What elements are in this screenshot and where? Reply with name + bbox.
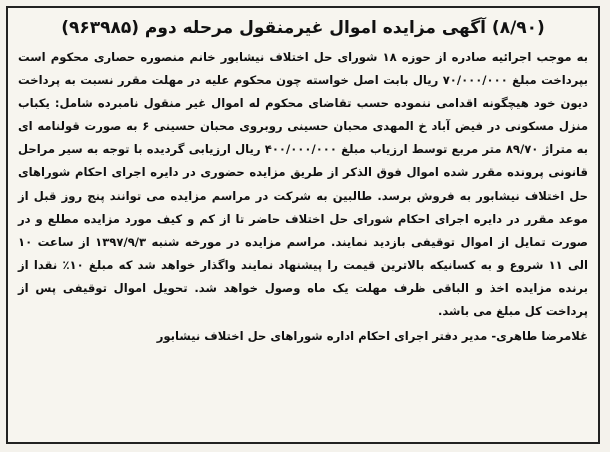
notice-signature: غلامرضا طاهری- مدیر دفتر اجرای احکام اداره شوراهای حل اختلاف نیشابور	[156, 329, 588, 344]
notice-body: به موجب اجرائیه صادره از حوزه ۱۸ شورای حل اختلاف نیشابور خانم منصوره حصاری محکوم است بپرداخت مبلغ ۷۰/۰۰۰/۰۰۰ ریال بابت اصل خواسته چون محکوم علیه در مهلت مقرر نسبت به پرداخت دیون خود هیچگونه اقدامی ننموده حسب تقاضای محکوم له اموال غیر منقول نامبرده شامل: یکباب منزل مسکونی در فیض آباد خ المهدی محبان حسینی روبروی محبان حسینی ۶ به صورت قولنامه ای به متراژ ۸۹/۷۰ متر مربع توسط ارزیاب مبلغ ۴۰۰/۰۰۰/۰۰۰ ریال ارزیابی گردیده با توجه به سیر مراحل قانونی پرونده مقرر شده اموال فوق الذکر از طریق مزایده حضوری در دایره اجرای احکام شوراهای حل اختلاف نیشابور به فروش برسد. طالبین به شرکت در مراسم مزایده می توانند پنج روز قبل از موعد مقرر در دایره اجرای احکام شورای حل اختلاف حاضر تا از کم و کیف مورد مزایده مطلع و در صورت تمایل از اموال توقیفی بازدید نمایند. مراسم مزایده در مورخه شنبه ۱۳۹۷/۹/۳ از ساعت ۱۰ الی ۱۱ شروع و به کسانیکه بالاترین قیمت را پیشنهاد نمایند واگذار خواهد شد که مبلغ ۱۰٪ نقدا از برنده مزایده اخذ و الباقی ظرف مهلت یک ماه وصول خواهد شد. تحویل اموال توقیفی پس از پرداخت کل مبلغ می باشد.	[18, 50, 589, 319]
auction-notice	[6, 6, 600, 444]
notice-title: (۸/۹۰) آگهی مزایده اموال غیرمنقول مرحله دوم (۹۶۳۹۸۵)	[61, 18, 545, 38]
